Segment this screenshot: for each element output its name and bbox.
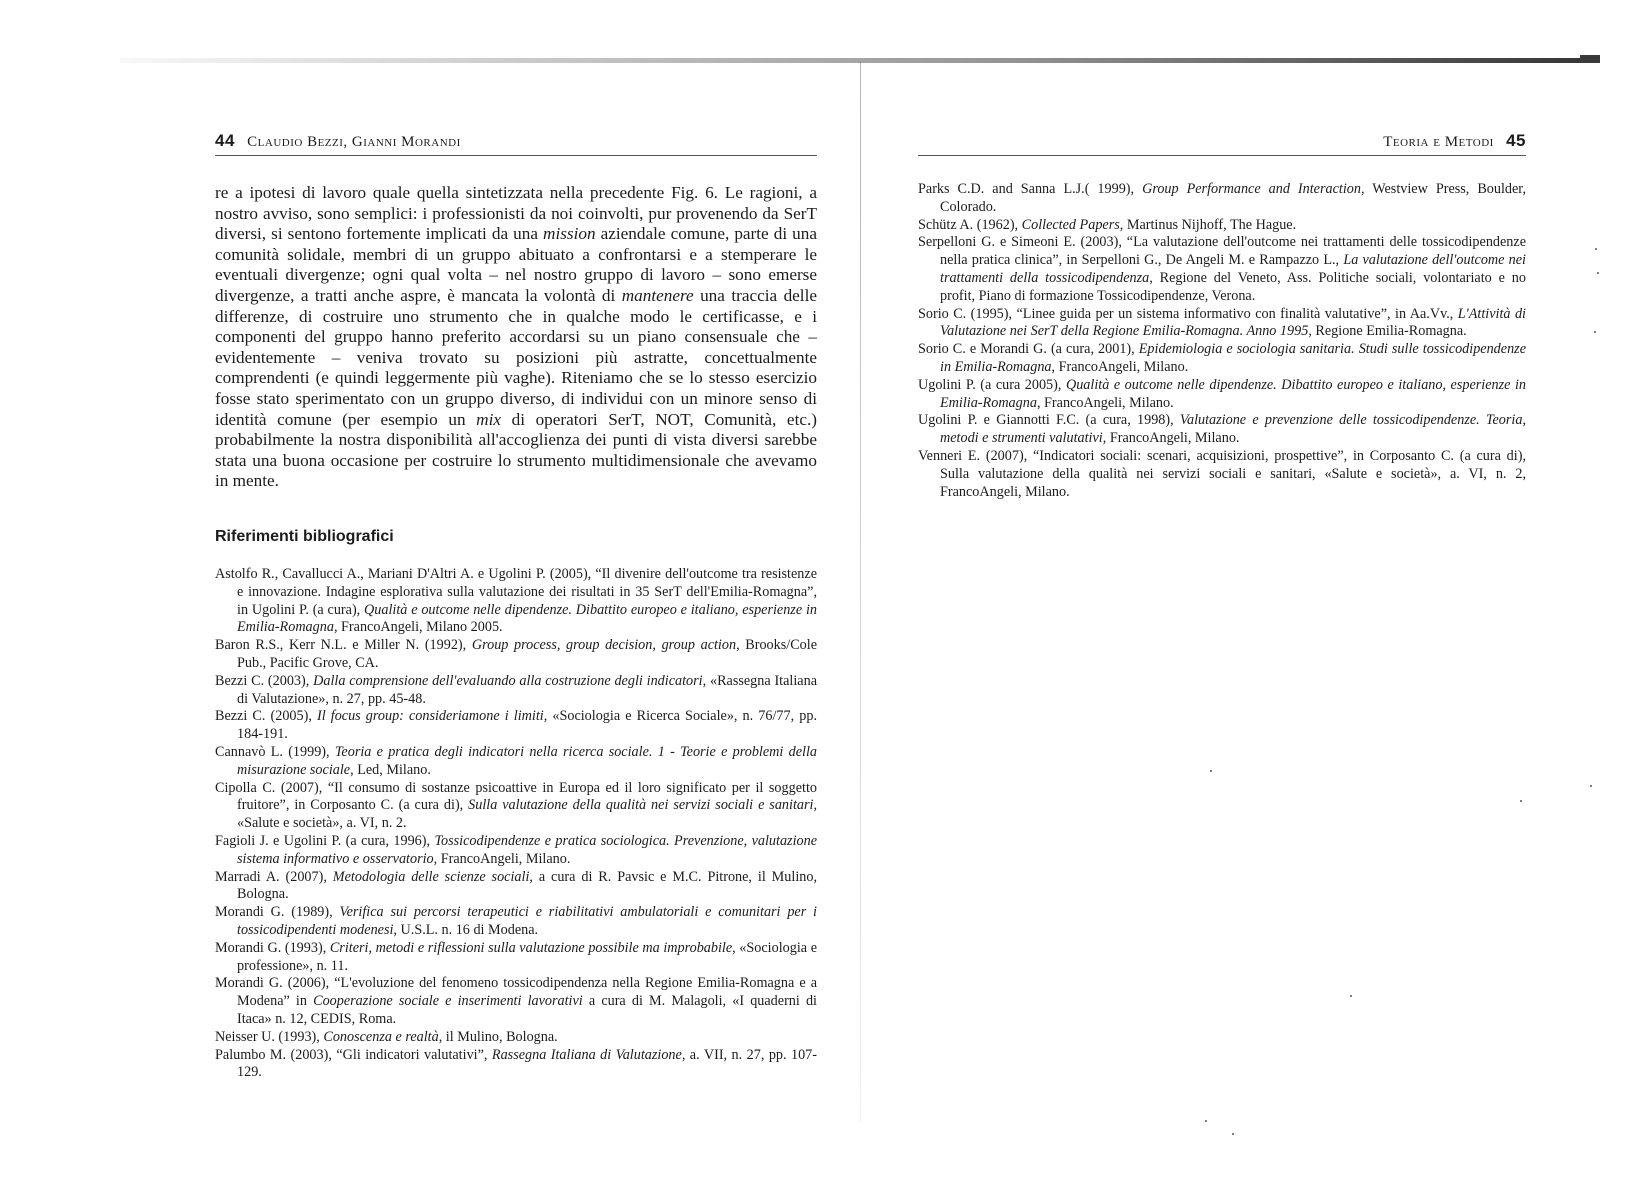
text-run: Baron R.S., Kerr N.L. e Miller N. (1992), xyxy=(215,637,472,654)
text-run: , «Salute e società», a. VI, n. 2. xyxy=(237,797,817,832)
text-run: , Brooks/Cole Pub., Pacific Grove, CA. xyxy=(237,637,817,671)
text-run: a cura di M. Malagoli, «I quaderni di Itaca» n. 12, CEDIS, Roma. xyxy=(237,993,818,1027)
reference-entry xyxy=(215,780,817,833)
reference-entry xyxy=(215,673,817,709)
italic-run: Qualità e outcome nelle dipendenze. Dibattito europeo e italiano, esperienze in Emilia-Romagna xyxy=(237,601,817,636)
italic-run: Criteri, metodi e riflessioni sulla valutazione possibile ma improbabile xyxy=(329,939,733,956)
text-run: Palumbo M. (2003), “Gli indicatori valutativi”, xyxy=(215,1046,492,1063)
italic-run: Group Performance and Interaction xyxy=(1142,181,1361,197)
text-run: , Regione del Veneto, Ass. Politiche sociali, volontariato e no profit, Piano di formazione Tossicodipendenze, Verona. xyxy=(940,269,1526,304)
scan-speck xyxy=(1350,995,1352,997)
italic-run: Collected Papers xyxy=(1021,216,1120,233)
reference-entry xyxy=(215,940,817,976)
text-run: Cipolla C. (2007), “Il consumo di sostanze psicoattive in Europa ed il loro significato per il soggetto fruitore”, in Corposanto C. (a cura di), xyxy=(215,779,817,814)
italic-run: La valutazione dell'outcome nei trattamenti della tossicodipendenza xyxy=(940,252,1526,286)
text-run: Fagioli J. e Ugolini P. (a cura, 1996), xyxy=(215,832,435,849)
text-run: una traccia delle differenze, di costruire uno strumento che in qualche modo le certificasse, e i componenti del gruppo hanno preferito accordarsi su un piano consensuale che – evidentemente – veniva trovato su posizioni più astratte, concettualmente comprendenti (e quindi leggermente più vaghe). Riteniamo che se lo stesso esercizio fosse stato sperimentato con un gruppo diverso, di individui con un minore senso di identità comune (per esempio un xyxy=(215,285,817,429)
references-heading: Riferimenti bibliografici xyxy=(215,528,394,545)
italic-run: Tossicodipendenze e pratica sociologica. Prevenzione, valutazione sistema informativo e osservatorio xyxy=(237,832,817,867)
right-running-head xyxy=(918,131,1526,156)
scan-speck xyxy=(1590,785,1592,787)
reference-entry xyxy=(215,708,817,744)
reference-entry xyxy=(918,341,1526,377)
reference-entry xyxy=(215,904,817,940)
left-header-authors: Claudio Bezzi, Gianni Morandi xyxy=(247,134,461,150)
italic-run: Epidemiologia e sociologia sanitaria. Studi sulle tossicodipendenze in Emilia-Romagna xyxy=(940,341,1526,375)
reference-entry xyxy=(215,975,817,1028)
reference-entry xyxy=(215,637,817,673)
text-run: , a. VII, n. 27, pp. 107-129. xyxy=(237,1046,818,1081)
text-run: Marradi A. (2007), xyxy=(215,868,333,885)
text-run: Venneri E. (2007), “Indicatori sociali: scenari, acquisizioni, prospettive”, in Corposanto C. (a cura di), Sulla valutazione della qualità nei servizi sociali e sanitari, «Salute e società», a. VI, n. 2, FrancoAngeli, Milano. xyxy=(918,447,1526,500)
reference-entry xyxy=(215,566,817,637)
italic-run: Valutazione e prevenzione delle tossicodipendenze. Teoria, metodi e strumenti valutativi xyxy=(940,412,1526,447)
scan-speck xyxy=(1210,770,1212,772)
reference-entry xyxy=(918,377,1526,413)
text-run: , «Rassegna Italiana di Valutazione», n. 27, pp. 45-48. xyxy=(237,672,817,707)
text-run: Neisser U. (1993), xyxy=(215,1028,324,1045)
text-run: Ugolini P. (a cura 2005), xyxy=(918,376,1066,393)
text-run: , FrancoAngeli, Milano. xyxy=(433,850,571,867)
reference-entry xyxy=(215,744,817,780)
italic-run: mission xyxy=(543,224,596,244)
italic-run: Dalla comprensione dell'evaluando alla costruzione degli indicatori xyxy=(313,672,703,689)
text-run: Sorio C. e Morandi G. (a cura, 2001), xyxy=(918,341,1139,358)
scan-speck xyxy=(1232,1133,1234,1135)
reference-entry xyxy=(215,1029,817,1047)
italic-run: Verifica sui percorsi terapeutici e riabilitativi ambulatoriali e comunitari per i tossicodipendenti modenesi xyxy=(237,904,817,938)
text-run: di operatori SerT, NOT, Comunità, etc.) probabilmente la nostra disponibilità all'accoglienza dei punti di vista diversi sarebbe stata una buona occasione per costruire lo strumento multidimensionale che avevamo in mente. xyxy=(215,409,817,491)
italic-run: mix xyxy=(476,409,501,429)
text-run: , «Sociologia e Ricerca Sociale», n. 76/77, pp. 184-191. xyxy=(237,708,817,743)
reference-entry xyxy=(918,448,1526,501)
text-run: , «Sociologia e professione», n. 11. xyxy=(237,939,817,974)
text-run: Morandi G. (1993), xyxy=(215,939,330,956)
italic-run: Cooperazione sociale e inserimenti lavorativi xyxy=(313,993,583,1010)
text-run: , FrancoAngeli, Milano. xyxy=(1051,358,1189,375)
text-run: , Led, Milano. xyxy=(350,761,431,778)
text-run: Astolfo R., Cavallucci A., Mariani D'Altri A. e Ugolini P. (2005), “Il divenire dell'outcome tra resistenze e innovazione. Indagine esplorativa sulla valutazione dei risultati in 35 SerT dell'Emilia-Romagna”, in Ugolini P. (a cura), xyxy=(215,566,817,618)
text-run: , FrancoAngeli, Milano 2005. xyxy=(333,619,503,636)
italic-run: Qualità e outcome nelle dipendenze. Dibattito europeo e italiano, esperienze in Emilia-Romagna xyxy=(940,376,1527,411)
left-running-head xyxy=(215,131,817,156)
italic-run: Teoria e pratica degli indicatori nella ricerca sociale. 1 - Teorie e problemi della misurazione sociale xyxy=(237,743,817,778)
italic-run: Il focus group: consideriamone i limiti xyxy=(316,708,544,725)
italic-run: Sulla valutazione della qualità nei servizi sociali e sanitari xyxy=(468,797,814,814)
scan-speck xyxy=(1520,800,1522,802)
scan-speck xyxy=(1597,272,1599,274)
italic-run: mantenere xyxy=(621,285,694,305)
scan-top-edge xyxy=(120,58,1598,63)
text-run: Bezzi C. (2005), xyxy=(215,708,317,725)
text-run: , Regione Emilia-Romagna. xyxy=(1308,323,1467,340)
text-run: , FrancoAngeli, Milano. xyxy=(1102,430,1240,447)
text-run: Sorio C. (1995), “Linee guida per un sistema informativo con finalità valutative”, in Aa.Vv., xyxy=(918,305,1458,322)
right-header-section: Teoria e Metodi xyxy=(1383,134,1494,150)
italic-run: Conoscenza e realtà xyxy=(323,1028,439,1045)
text-run: re a ipotesi di lavoro quale quella sintetizzata nella precedente Fig. 6. Le ragioni, a nostro avviso, sono semplici: i professionisti da noi coinvolti, pur provenendo da SerT diversi, si sentono fortemente implicati da una xyxy=(215,183,817,244)
references-list-right xyxy=(918,181,1526,501)
text-run: , Westview Press, Boulder, Colorado. xyxy=(940,181,1527,215)
text-run: Morandi G. (1989), xyxy=(215,904,340,921)
text-run: Parks C.D. and Sanna L.J.( 1999), xyxy=(918,181,1143,197)
body-paragraph xyxy=(215,183,817,492)
reference-entry xyxy=(215,1047,817,1083)
scan-speck xyxy=(1595,248,1597,250)
italic-run: Rassegna Italiana di Valutazione xyxy=(491,1046,682,1063)
italic-run: L'Attività di Valutazione nei SerT della Regione Emilia-Romagna. Anno 1995 xyxy=(940,305,1526,340)
references-list-left xyxy=(215,566,817,1082)
text-run: Schütz A. (1962), xyxy=(918,216,1022,233)
italic-run: Group process, group decision, group action xyxy=(471,637,737,654)
text-run: Morandi G. (2006), “L'evoluzione del fenomeno tossicodipendenza nella Regione Emilia-Romagna e a Modena” in xyxy=(215,975,817,1010)
scan-speck xyxy=(1594,331,1596,333)
reference-entry xyxy=(918,234,1526,305)
text-run: , il Mulino, Bologna. xyxy=(438,1028,558,1045)
scan-speck xyxy=(1205,1120,1207,1122)
text-run: , a cura di R. Pavsic e M.C. Pitrone, il Mulino, Bologna. xyxy=(237,868,817,903)
right-page-number: 45 xyxy=(1506,131,1526,150)
text-run: Bezzi C. (2003), xyxy=(215,672,314,689)
reference-entry xyxy=(215,869,817,905)
reference-entry xyxy=(918,412,1526,448)
left-page-number: 44 xyxy=(215,131,235,150)
text-run: Serpelloni G. e Simeoni E. (2003), “La valutazione dell'outcome nei trattamenti delle tossicodipendenze nella pratica clinica”, in Serpelloni G., De Angeli M. e Rampazzo L., xyxy=(918,234,1526,269)
text-run: aziendale comune, parte di una comunità solidale, membri di un gruppo abituato a confrontarsi e a stemperare le eventuali divergenze; ogni qual volta – nel nostro gruppo di lavoro – sono emerse divergenze, a tratti anche aspre, è mancata la volontà di xyxy=(215,224,817,305)
scan-corner-shadow xyxy=(1580,55,1600,63)
reference-entry xyxy=(215,833,817,869)
italic-run: Metodologia delle scienze sociali xyxy=(332,868,530,885)
reference-entry xyxy=(918,217,1526,235)
text-run: , U.S.L. n. 16 di Modena. xyxy=(393,921,539,938)
text-run: , Martinus Nijhoff, The Hague. xyxy=(1119,216,1297,233)
reference-entry xyxy=(918,181,1526,217)
text-run: Ugolini P. e Giannotti F.C. (a cura, 1998), xyxy=(918,412,1180,429)
book-gutter xyxy=(860,62,861,1122)
text-run: , FrancoAngeli, Milano. xyxy=(1036,394,1174,411)
reference-entry xyxy=(918,306,1526,342)
text-run: Cannavò L. (1999), xyxy=(215,743,335,760)
